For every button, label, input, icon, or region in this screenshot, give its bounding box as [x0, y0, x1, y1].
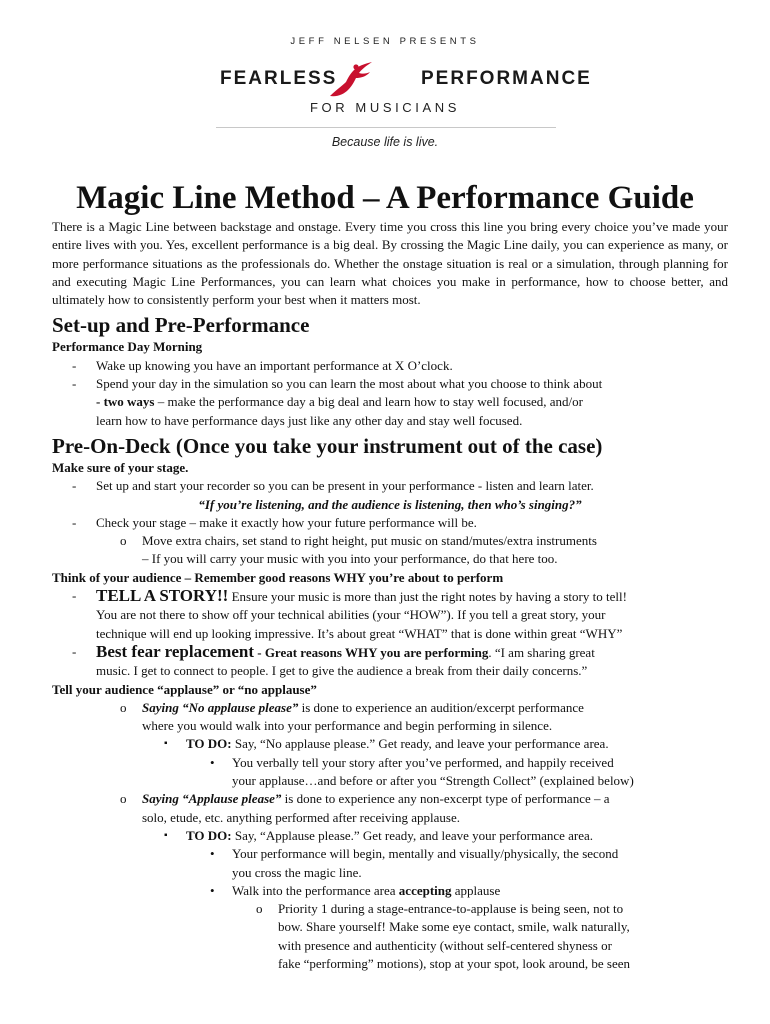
list-item: - Best fear replacement - Great reasons WHY you are performing. “I am sharing great	[72, 641, 595, 661]
list-item: • Walk into the performance area accepting applause	[52, 882, 728, 900]
subheading-performance-day: Performance Day Morning	[52, 339, 203, 355]
list-item: ▪ TO DO: Say, “Applause please.” Get ready, and leave your performance area.	[52, 827, 728, 845]
list-item-continued: – If you will carry your music with you into your performance, do that here too.	[142, 551, 558, 567]
list-item-continued: your applause…and before or after you “Strength Collect” (explained below)	[232, 773, 634, 789]
list-item: - Check your stage – make it exactly how your future performance will be.	[52, 514, 728, 532]
list-item: o Saying “Applause please” is done to experience any non-excerpt type of performance – a	[52, 790, 728, 808]
brand-logo-row	[216, 60, 592, 104]
list-item: • You verbally tell your story after you’ve performed, and happily received	[52, 754, 728, 772]
section-heading-pre-on-deck: Pre-On-Deck (Once you take your instrument out of the case)	[52, 433, 603, 458]
subheading-applause: Tell your audience “applause” or “no applause”	[52, 681, 317, 697]
dash-marker: -	[72, 643, 77, 659]
list-item-continued: music. I get to connect to people. I get to give the audience a break from their daily concerns.”	[96, 663, 588, 679]
bullet-marker: •	[210, 882, 215, 898]
list-item-continued: learn how to have performance days just like any other day and stay well focused.	[96, 412, 523, 428]
document-title: Magic Line Method – A Performance Guide	[76, 180, 694, 216]
brand-word-right: PERFORMANCE	[421, 68, 592, 89]
list-item: ▪ TO DO: Say, “No applause please.” Get ready, and leave your performance area.	[52, 735, 728, 753]
list-item: • Your performance will begin, mentally and visually/physically, the second	[52, 845, 728, 863]
list-item-continued: solo, etude, etc. anything performed after receiving applause.	[142, 809, 461, 825]
section-heading-setup: Set-up and Pre-Performance	[52, 313, 310, 338]
subheading-audience: Think of your audience – Remember good reasons WHY you’re about to perform	[52, 569, 504, 585]
list-item-continued: - two ways – make the performance day a big deal and learn how to stay well focused, and/or	[96, 394, 583, 410]
list-item-continued: with presence and authenticity (without self-centered shyness or	[278, 937, 612, 953]
square-marker: ▪	[164, 738, 168, 750]
list-item-continued: you cross the magic line.	[232, 864, 362, 880]
intro-paragraph: There is a Magic Line between backstage and onstage. Every time you cross this line you bring every choice you’ve made your entire lives with you. Yes, excellent performance is a big deal. By crossing the Magic Line daily, you can experience as many, or more performance situations as the professionals do. Whether the onstage situation is real or a simulation, through planning for and executing Magic Line Performances, you can learn what choices you make in performance, how to choose better, and ultimately how to consistently perform your best when it matters most.	[52, 219, 728, 308]
dash-marker: -	[72, 478, 77, 494]
presenter-line: JEFF NELSEN PRESENTS	[290, 36, 480, 47]
document-body	[52, 218, 728, 973]
list-item-continued: technique will end up looking impressive. It’s about great “WHAT” that is done within great “WHY”	[96, 625, 623, 641]
circle-marker: o	[120, 699, 127, 715]
list-item-continued: fake “performing” motions), stop at your spot, look around, be seen	[278, 955, 630, 971]
square-marker: ▪	[164, 829, 168, 841]
list-item-continued: where you would walk into your performance and begin performing in silence.	[142, 718, 553, 734]
quote-line: “If you’re listening, and the audience is listening, then who’s singing?”	[198, 496, 582, 512]
list-item-continued: You are not there to show off your technical abilities (your “HOW”). If you tell a great story, your	[96, 607, 606, 623]
leaping-figure-logo-icon	[326, 60, 376, 100]
circle-marker: o	[256, 901, 263, 917]
dash-marker: -	[72, 357, 77, 373]
list-item: o Move extra chairs, set stand to right height, put music on stand/mutes/extra instruments	[52, 532, 728, 550]
list-item: o Saying “No applause please” is done to experience an audition/excerpt performance	[52, 699, 728, 717]
list-item-continued: bow. Share yourself! Make some eye contact, smile, walk naturally,	[278, 919, 630, 935]
header-divider	[216, 127, 556, 128]
brand-word-left: FEARLESS	[220, 68, 338, 89]
bullet-marker: •	[210, 846, 215, 862]
bullet-marker: •	[210, 754, 215, 770]
list-item: - TELL A STORY!! Ensure your music is more than just the right notes by having a story to tell!	[72, 586, 627, 606]
subheading-stage: Make sure of your stage.	[52, 459, 189, 475]
list-item: - Set up and start your recorder so you can be present in your performance - listen and learn later.	[52, 477, 728, 495]
dash-marker: -	[72, 376, 77, 392]
circle-marker: o	[120, 533, 127, 549]
dash-marker: -	[72, 514, 77, 530]
list-item: o Priority 1 during a stage-entrance-to-applause is being seen, not to	[52, 900, 728, 918]
dash-marker: -	[72, 588, 77, 604]
list-item: - Wake up knowing you have an important performance at X O’clock.	[52, 357, 728, 375]
circle-marker: o	[120, 791, 127, 807]
brand-subtitle: FOR MUSICIANS	[309, 100, 461, 115]
tagline: Because life is live.	[331, 135, 439, 149]
list-item: - Spend your day in the simulation so you can learn the most about what you choose to think about	[52, 375, 728, 393]
